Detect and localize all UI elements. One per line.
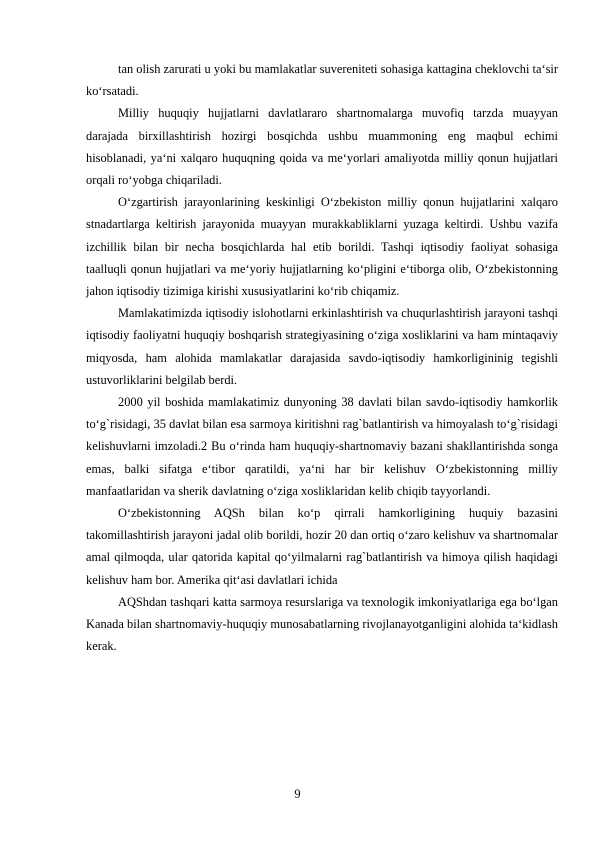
paragraph-4: Mamlakatimizda iqtisodiy islohotlarni erkinlashtirish va chuqurlashtirish jarayoni tashqi iqtisodiy faoliyatni huquqiy boshqarish strategiyasining o‘ziga xosliklarini va ham mintaqaviy miqyosda, ham alohida mamlakatlar darajasida savdo-iqtisodiy hamkorligininig tegishli ustuvorliklarini belgilab berdi. bbox=[86, 306, 558, 387]
paragraph-6: O‘zbekistonning AQSh bilan ko‘p qirrali hamkorligining huquiy bazasini takomillashtirish jarayoni jadal olib borildi, hozir 20 dan ortiq o‘zaro kelishuv va shartnomalar amal qilmoqda, ular qatorida kapital qo‘yilmalarni rag`batlantirish va himoya qilish haqidagi kelishuv ham bor. Amerika qit‘asi davlatlari ichida bbox=[86, 506, 558, 587]
paragraph-5: 2000 yil boshida mamlakatimiz dunyoning 38 davlati bilan savdo-iqtisodiy hamkorlik to‘g`risidagi, 35 davlat bilan esa sarmoya kiritishni rag`batlantirish va himoyalash to‘g`risidagi kelishuvlarni imzoladi.2 Bu o‘rinda ham huquqiy-shartnomaviy bazani shakllantirishda songa emas, balki sifatga e‘tibor qaratildi, ya‘ni har bir kelishuv O‘zbekistonning milliy manfaatlaridan va sherik davlatning o‘ziga xosliklaridan kelib chiqib tayyorlandi. bbox=[86, 395, 558, 498]
page-number: 9 bbox=[294, 787, 301, 801]
document-page bbox=[86, 58, 558, 657]
paragraph-7: AQShdan tashqari katta sarmoya resurslariga va texnologik imkoniyatlariga ega bo‘lgan Kanada bilan shartnomaviy-huquqiy munosabatlarning rivojlanayotganligini alohida ta‘kidlash kerak. bbox=[86, 594, 558, 654]
paragraph-2: Milliy huquqiy hujjatlarni davlatlararo shartnomalarga muvofiq tarzda muayyan darajada birxillashtirish hozirgi bosqichda ushbu muammoning eng maqbul echimi hisoblanadi, ya‘ni xalqaro huquqning qoida va me‘yorlari amaliyotda milliy qonun hujjatlari orqali ro‘yobga chiqariladi. bbox=[86, 106, 558, 188]
paragraph-3: O‘zgartirish jarayonlarining keskinligi O‘zbekiston milliy qonun hujjatlarini xalqaro stnadartlarga keltirish jarayonida muayyan murakkabliklarni yuzaga keltirdi. Ushbu vazifa izchillik bilan bir necha bosqichlarda hal etib borildi. Tashqi iqtisodiy faoliyat sohasiga taalluqli qonun hujjatlari va me‘yoriy hujjatlarning ko‘pligini e‘tiborga olib, O‘zbekistonning jahon iqtisodiy tizimiga kirishi xususiyatlarini ko‘rib chiqamiz. bbox=[86, 195, 558, 299]
paragraph-1: tan olish zarurati u yoki bu mamlakatlar suvereniteti sohasiga kattagina cheklovchi ta‘sir ko‘rsatadi. bbox=[86, 62, 558, 99]
